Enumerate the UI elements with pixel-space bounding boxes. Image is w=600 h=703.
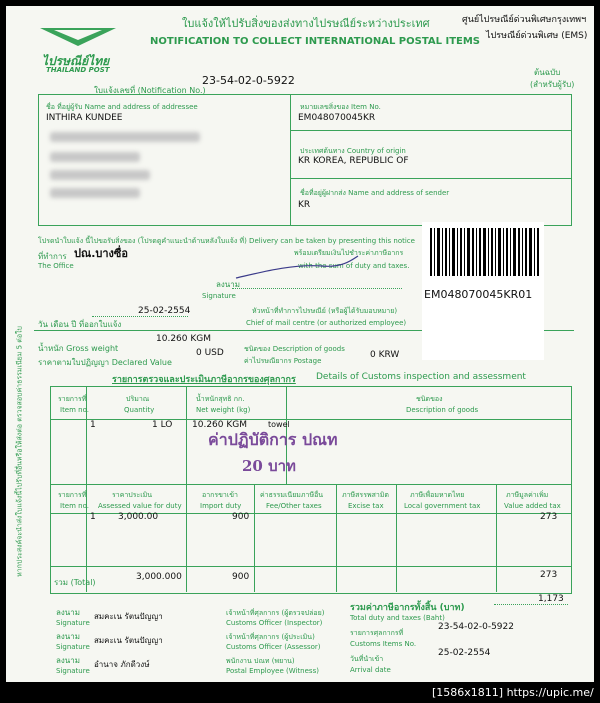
chief-label-thai: หัวหน้าที่ทำการไปรษณีย์ (หรือผู้ได้รับมอบหมาย) [252, 307, 398, 315]
title-thai: ใบแจ้งให้ไปรับสิ่งของส่งทางไปรษณีย์ระหว่างประเทศ [182, 17, 430, 30]
signature-thai-2: ลงนาม [56, 632, 81, 641]
item-no-label: หมายเลขสิ่งของ Item No. [300, 103, 381, 111]
col-vat: Value added tax [504, 502, 561, 510]
customs-officer-thai: เจ้าหน้าที่ศุลกากร (ผู้ตรวจปล่อย) [226, 609, 325, 617]
row2-import-duty: 900 [232, 512, 250, 522]
col-import-duty: Import duty [200, 502, 242, 510]
col-description-thai: ชนิดของ [416, 395, 443, 403]
barcode-icon [430, 228, 540, 276]
declared-value-label: ราคาตามใบปฏิญญา Declared Value [38, 358, 172, 367]
addressee-label: ชื่อ ที่อยู่ผู้รับ Name and address of addressee [46, 103, 198, 111]
total-import-duty: 900 [232, 572, 250, 582]
arrival-date-value: 25-02-2554 [438, 648, 491, 658]
gross-weight-label: น้ำหนัก Gross weight [38, 344, 119, 353]
barcode-number: EM048070045KR01 [424, 288, 533, 301]
office-label: The Office [38, 262, 74, 270]
official-signature-icon [232, 254, 362, 282]
col-excise-thai: ภาษีสรรพสามิต [342, 491, 389, 499]
assessor-name: สมคะเน รัตนปัญญา [94, 636, 163, 645]
sender-value: KR [298, 200, 311, 210]
side-vertical-note: หากประสงค์จะนำส่งใบแจ้งนี้ไปรับที่อื่นหรือให้ส่งต่อ ตรวจสอบค่าธรรมเนียม 5 ต่อใบ [15, 326, 24, 577]
customs-heading: Details of Customs inspection and assessment [316, 372, 526, 382]
notification-no-label: ใบแจ้งเลขที่ (Notification No.) [94, 86, 206, 95]
title-english: NOTIFICATION TO COLLECT INTERNATIONAL POSTAL ITEMS [150, 36, 480, 47]
grand-total: 1,173 [538, 594, 564, 604]
row-quantity: 1 LO [152, 420, 173, 430]
origin-label: ประเทศต้นทาง Country of origin [300, 147, 406, 155]
office-value: ปณ.บางซื่อ [74, 247, 128, 260]
origin-value: KR KOREA, REPUBLIC OF [298, 156, 409, 166]
arrival-date-thai: วันที่นำเข้า [350, 655, 384, 663]
col-local-tax-thai: ภาษีเพื่อมหาดไทย [410, 491, 465, 499]
col2-item-no-thai: รายการที่ [58, 491, 87, 499]
col-fee-thai: ค่าธรรมเนียมภาษีอื่น [260, 491, 324, 499]
total-label: รวม (Total) [54, 578, 96, 587]
original-label: ต้นฉบับ [534, 68, 561, 77]
redacted-address-line [50, 188, 140, 198]
row2-assessed-value: 3,000.00 [118, 512, 159, 522]
col-quantity-thai: ปริมาณ [126, 395, 150, 403]
signature-label: Signature [202, 292, 236, 300]
redacted-address-line [50, 132, 200, 142]
notification-no-value: 23-54-02-0-5922 [202, 74, 295, 87]
arrival-date-label: Arrival date [350, 666, 391, 674]
customs-heading-thai: รายการตรวจและประเมินภาษีอากรของศุลกากร [112, 375, 296, 385]
redacted-address-line [50, 152, 140, 162]
customs-officer-label: Customs Officer (Inspector) [226, 619, 323, 627]
logo-english-text: THAILAND POST [46, 66, 110, 74]
signature-label-3: Signature [56, 667, 90, 675]
ems-label: ไปรษณีย์ด่วนพิเศษ (EMS) [486, 31, 588, 41]
fee-stamp-line2: 20 บาท [242, 457, 296, 475]
postal-employee-name: อำนาจ ภักดีวงษ์ [94, 660, 150, 669]
col-net-weight-thai: น้ำหนักสุทธิ กก. [196, 395, 245, 403]
customs-no-value: 23-54-02-0-5922 [438, 622, 514, 632]
addressee-copy-label: (สำหรับผู้รับ) [530, 80, 575, 89]
col-quantity: Quantity [124, 406, 155, 414]
postal-employee-thai: พนักงาน ปณท (พยาน) [226, 657, 295, 665]
date-value: 25-02-2554 [138, 306, 191, 316]
postage-value: 0 KRW [370, 350, 400, 360]
customs-no-label: Customs Items No. [350, 640, 417, 648]
thailand-post-logo-icon [40, 26, 116, 48]
customs-officer-name: สมคะเน รัตนปัญญา [94, 612, 163, 621]
sender-label: ชื่อที่อยู่ผู้ฝากส่ง Name and address of sender [300, 189, 450, 197]
logo-thai-text: ไปรษณีย์ไทย [42, 54, 110, 68]
duties-statement-thai: พร้อมเตรียมเงินไปชำระค่าภาษีอากร [294, 249, 404, 257]
declared-value: 0 USD [196, 348, 224, 358]
image-host-footer [0, 682, 600, 703]
col-net-weight: Net weight (kg) [196, 406, 251, 414]
image-host-text: [1586x1811] https://upic.me/ [432, 686, 594, 699]
total-duty-label: Total duty and taxes (Baht) [350, 614, 445, 622]
postal-employee-label: Postal Employee (Witness) [226, 667, 319, 675]
total-assessed: 3,000.000 [136, 572, 182, 582]
item-no-value: EM048070045KR [298, 113, 376, 123]
chief-label: Chief of mail centre (or authorized employee) [246, 319, 407, 327]
col-excise: Excise tax [348, 502, 384, 510]
col-item-no: Item no. [60, 406, 89, 414]
total-vat: 273 [540, 570, 558, 580]
col-vat-thai: ภาษีมูลค่าเพิ่ม [506, 491, 549, 499]
row-item-no: 1 [90, 420, 96, 430]
col-import-duty-thai: อากรขาเข้า [202, 491, 238, 499]
date-label: วัน เดือน ปี ที่ออกใบแจ้ง [38, 320, 122, 329]
signature-label-1: Signature [56, 619, 90, 627]
row2-item-no: 1 [90, 512, 96, 522]
signature-label-2: Signature [56, 643, 90, 651]
assessor-thai: เจ้าหน้าที่ศุลกากร (ผู้ประเมิน) [226, 633, 315, 641]
duties-statement: with the sum of duty and taxes. [298, 262, 410, 270]
collection-statement: โปรดนำใบแจ้ง นี้ไปขอรับสิ่งของ (โปรดดูคำแนะนำด้านหลังใบแจ้ง ที่) Delivery can be taken by presenting this notice [38, 237, 415, 245]
signature-thai: ลงนาม [216, 280, 241, 289]
col2-item-no: Item no. [60, 502, 89, 510]
redacted-address-line [50, 170, 150, 180]
col-local-tax: Local government tax [404, 502, 481, 510]
row-description: towel [268, 420, 290, 429]
row-net-weight: 10.260 KGM [192, 420, 247, 430]
col-item-no-thai: รายการที่ [58, 395, 87, 403]
row2-vat: 273 [540, 512, 558, 522]
postage-label: ค่าไปรษณียากร Postage [244, 357, 322, 365]
addressee-name: INTHIRA KUNDEE [46, 113, 123, 123]
notification-form [6, 6, 594, 682]
description-goods-label: ชนิดของ Description of goods [244, 345, 345, 353]
customs-no-thai: รายการศุลกากรที่ [350, 629, 404, 637]
gross-weight-value: 10.260 KGM [156, 334, 211, 344]
col-description: Description of goods [406, 406, 479, 414]
col-assessed-value: Assessed value for duty [98, 502, 182, 510]
col-fee: Fee/Other taxes [266, 502, 322, 510]
ems-center-thai: ศูนย์ไปรษณีย์ด่วนพิเศษกรุงเทพฯ [462, 15, 587, 25]
signature-thai-3: ลงนาม [56, 656, 81, 665]
col-assessed-value-thai: ราคาประเมิน [112, 491, 153, 499]
office-label-thai: ที่ทำการ [38, 252, 67, 261]
fee-stamp-line1: ค่าปฏิบัติการ ปณท [208, 430, 338, 449]
total-duty-heading: รวมค่าภาษีอากรทั้งสิ้น (บาท) [350, 603, 465, 613]
assessor-label: Customs Officer (Assessor) [226, 643, 321, 651]
signature-thai-1: ลงนาม [56, 608, 81, 617]
